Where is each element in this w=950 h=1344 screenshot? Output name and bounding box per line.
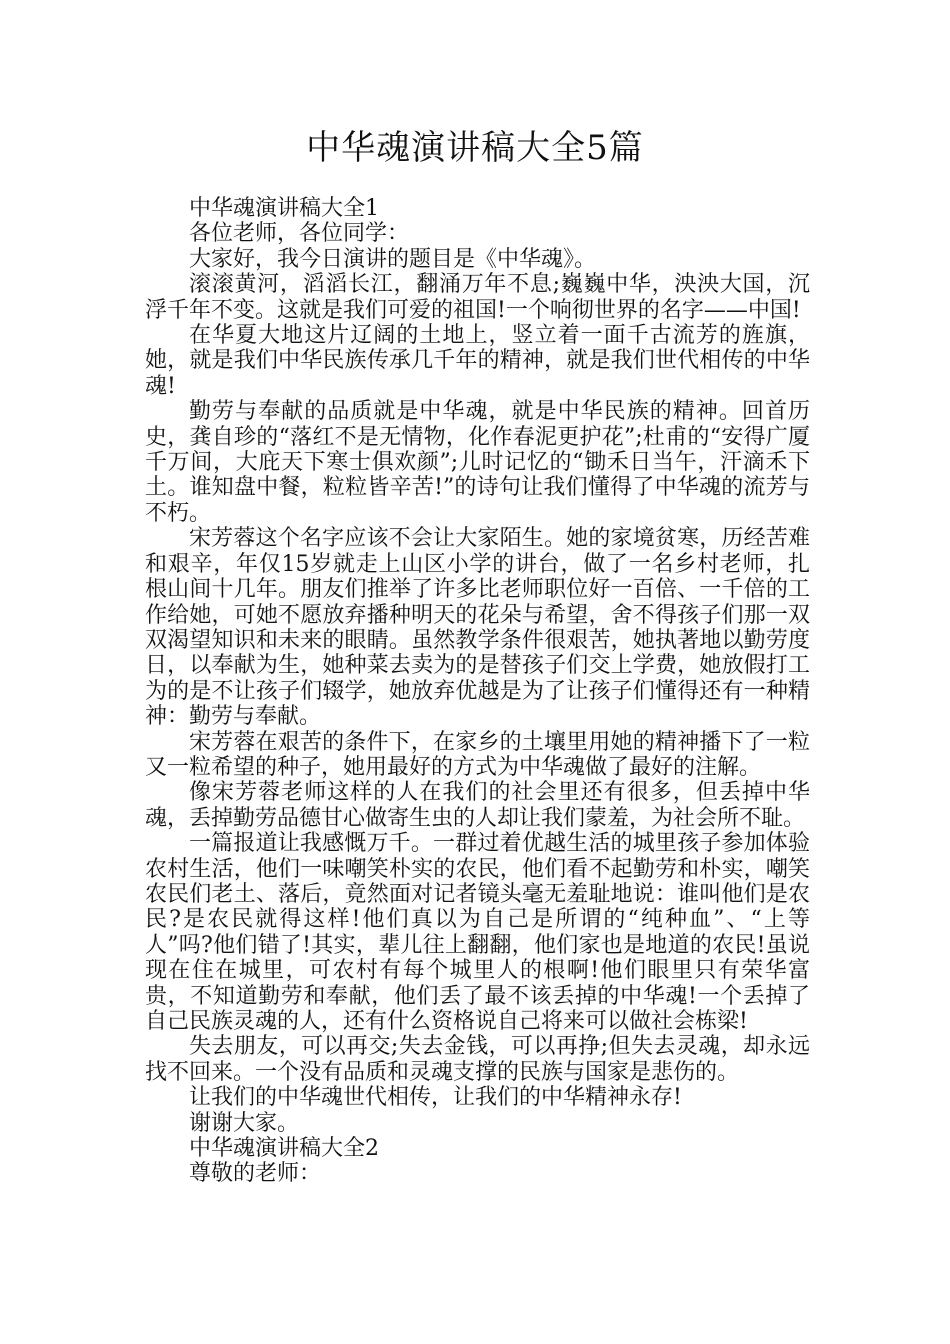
paragraph: 宋芳蓉这个名字应该不会让大家陌生。她的家境贫寒，历经苦难和艰辛，年仅15岁就走上山区小学的讲台，做了一名乡村老师，扎根山间十几年。朋友们推举了许多比老师职位好一百倍、一千倍的工作给她，可她不愿放弃播种明天的花朵与希望，舍不得孩子们那一双双渴望知识和未来的眼睛。虽然教学条件很艰苦，她执著地以勤劳度日，以奉献为生，她种菜去卖为的是替孩子们交上学费，她放假打工为的是不让孩子们辍学，她放弃优越是为了让孩子们懂得还有一种精神：勤劳与奉献。 [145,526,810,730]
paragraph: 失去朋友，可以再交;失去金钱，可以再挣;但失去灵魂，却永远找不回来。一个没有品质和灵魂支撑的民族与国家是悲伤的。 [145,1034,810,1085]
paragraph: 让我们的中华魂世代相传，让我们的中华精神永存! [189,1085,682,1111]
closing-thanks: 谢谢大家。 [189,1110,300,1136]
paragraph: 滚滚黄河，滔滔长江，翻涌万年不息;巍巍中华，泱泱大国，沉浮千年不变。这就是我们可爱的祖国!一个响彻世界的名字——中国! [145,272,810,323]
section-heading-1: 中华魂演讲稿大全1 [189,196,379,221]
paragraph: 宋芳蓉在艰苦的条件下，在家乡的土壤里用她的精神播下了一粒又一粒希望的种子，她用最好的方式为中华魂做了最好的注解。 [145,729,810,780]
salutation: 各位老师，各位同学： [189,221,410,247]
paragraph: 大家好，我今日演讲的题目是《中华魂》。 [189,246,597,272]
paragraph: 一篇报道让我感慨万千。一群过着优越生活的城里孩子参加体验农村生活，他们一味嘲笑朴实的农民，他们看不起勤劳和朴实，嘲笑农民们老土、落后，竟然面对记者镜头毫无羞耻地说：谁叫他们是农民?是农民就得这样!他们真以为自己是所谓的“纯种血”、“上等人”吗?他们错了!其实，辈儿往上翻翻，他们家也是地道的农民!虽说现在住在城里，可农村有每个城里人的根啊!他们眼里只有荣华富贵，不知道勤劳和奉献，他们丢了最不该丢掉的中华魂!一个丢掉了自己民族灵魂的人，还有什么资格说自己将来可以做社会栋梁! [145,831,810,1034]
paragraph: 像宋芳蓉老师这样的人在我们的社会里还有很多，但丢掉中华魂，丢掉勤劳品德甘心做寄生虫的人却让我们蒙羞，为社会所不耻。 [145,780,810,831]
document-body [145,196,810,1187]
section-heading-2: 中华魂演讲稿大全2 [189,1136,379,1162]
document-title: 中华魂演讲稿大全5篇 [306,128,644,168]
salutation: 尊敬的老师： [189,1161,322,1187]
paragraph: 在华夏大地这片辽阔的土地上，竖立着一面千古流芳的旌旗，她，就是我们中华民族传承几千年的精神，就是我们世代相传的中华魂! [145,323,810,399]
paragraph: 勤劳与奉献的品质就是中华魂，就是中华民族的精神。回首历史，龚自珍的“落红不是无情物，化作春泥更护花”;杜甫的“安得广厦千万间，大庇天下寒士俱欢颜”;儿时记忆的“锄禾日当午，汗滴禾下土。谁知盘中餐，粒粒皆辛苦!”的诗句让我们懂得了中华魂的流芳与不朽。 [145,399,810,526]
